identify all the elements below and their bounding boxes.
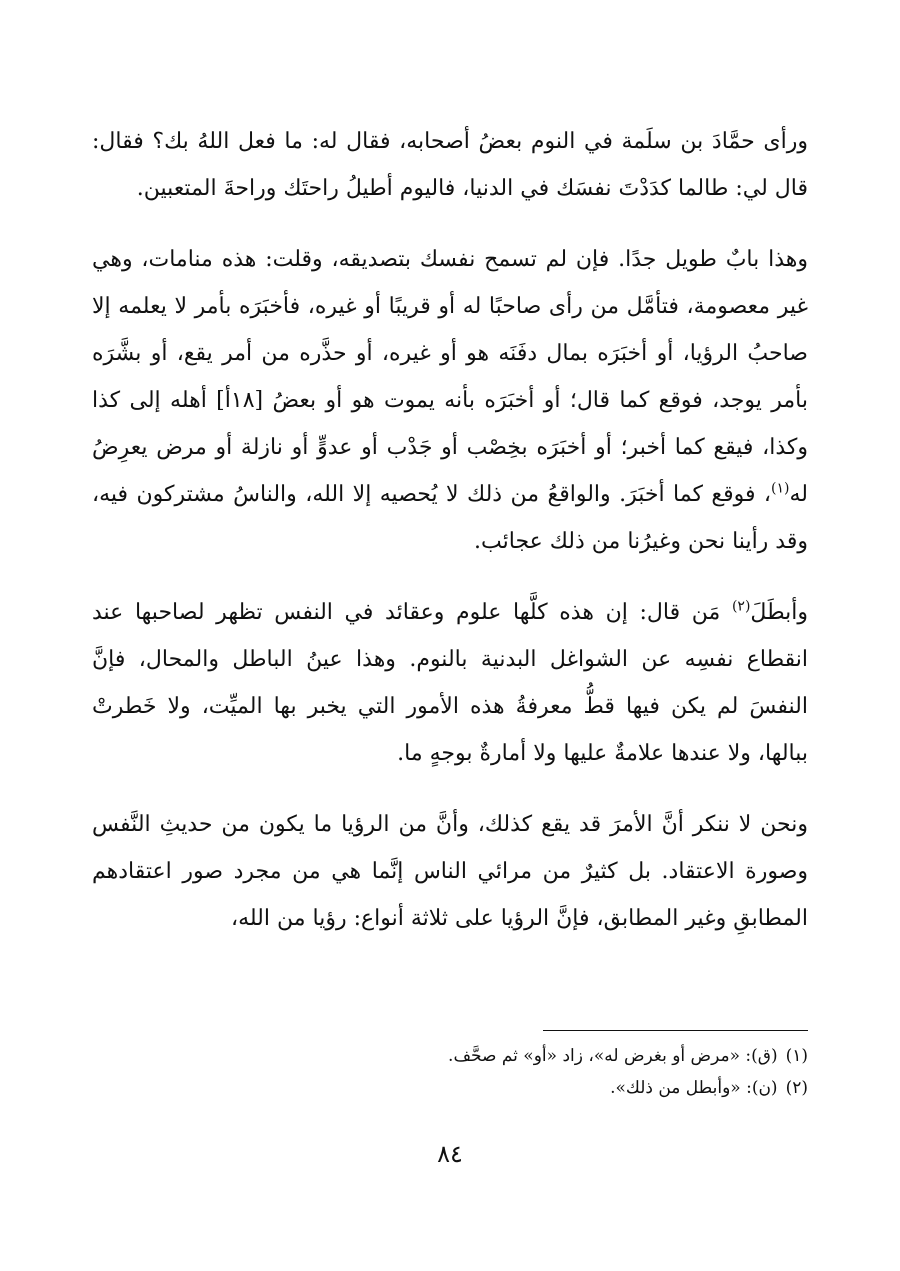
footnote-1 (92, 1040, 808, 1072)
footnote-ref-1[interactable]: (١) (771, 480, 790, 497)
paragraph-3-text-before: وأبطَلَ (750, 600, 808, 625)
paragraph-2-text: وهذا بابٌ طويل جدًا. فإن لم تسمح نفسك بتصديقه، وقلت: هذه منامات، وهي غير معصومة، فتأمَّل من رأى صاحبًا له أو قريبًا أو غيره، فأخبَرَه بأمر لا يعلمه إلا صاحبُ الرؤيا، أو أخبَرَه بمال دفَنَه هو أو غيره، أو حذَّره من أمر يقع، أو بشَّرَه بأمر يوجد، فوقع كما قال؛ أو أخبَرَه بأنه يموت هو أو بعضُ [١٨أ] أهله إلى كذا وكذا، فيقع كما أخبر؛ أو أخبَرَه بخِصْب أو جَدْب أو عدوٍّ أو نازلة أو مرض يعرِضُ له (92, 247, 808, 507)
footnote-1-text: (ق): «مرض أو بغرض له»، زاد «أو» ثم صحَّف. (448, 1046, 778, 1066)
footnote-divider (543, 1030, 808, 1031)
paragraph-1-text: ورأى حمَّادَ بن سلَمة في النوم بعضُ أصحابه، فقال له: ما فعل اللهُ بك؟ فقال: قال لي: طالما كدَدْتَ نفسَك في الدنيا، فاليوم أطيلُ راحتَك وراحةَ المتعبين. (92, 129, 808, 201)
main-text (92, 118, 808, 942)
paragraph-2 (92, 236, 808, 565)
paragraph-4 (92, 801, 808, 942)
paragraph-4-text: ونحن لا ننكر أنَّ الأمرَ قد يقع كذلك، وأنَّ من الرؤيا ما يكون من حديثِ النَّفس وصورة الاعتقاد. بل كثيرٌ من مرائي الناس إنَّما هي من مجرد صور اعتقادهم المطابقِ وغير المطابق، فإنَّ الرؤيا على ثلاثة أنواع: رؤيا من الله، (92, 812, 808, 931)
footnotes (92, 1040, 808, 1104)
footnote-2-text: (ن): «وأبطل من ذلك». (610, 1078, 778, 1098)
paragraph-3 (92, 589, 808, 777)
footnote-2 (92, 1072, 808, 1104)
footnote-1-number: (١) (785, 1046, 808, 1066)
paragraph-3-text-after: مَن قال: إن هذه كلَّها علوم وعقائد في النفس تظهر لصاحبها عند انقطاع نفسِه عن الشواغل البدنية بالنوم. وهذا عينُ الباطل والمحال، فإنَّ النفسَ لم يكن فيها قطُّ معرفةُ هذه الأمور التي يخبر بها الميِّت، ولا خَطرتْ ببالها، ولا عندها علامةٌ عليها ولا أمارةٌ بوجهٍ ما. (92, 600, 808, 766)
page-number: ٨٤ (437, 1140, 463, 1168)
footnote-2-number: (٢) (785, 1078, 808, 1098)
footnote-ref-2[interactable]: (٢) (731, 598, 751, 615)
paragraph-2-text-after: ، فوقع كما أخبَرَ. والواقعُ من ذلك لا يُحصيه إلا الله، والناسُ مشتركون فيه، وقد رأينا نحن وغيرُنا من ذلك عجائب. (92, 482, 808, 554)
paragraph-1 (92, 118, 808, 212)
